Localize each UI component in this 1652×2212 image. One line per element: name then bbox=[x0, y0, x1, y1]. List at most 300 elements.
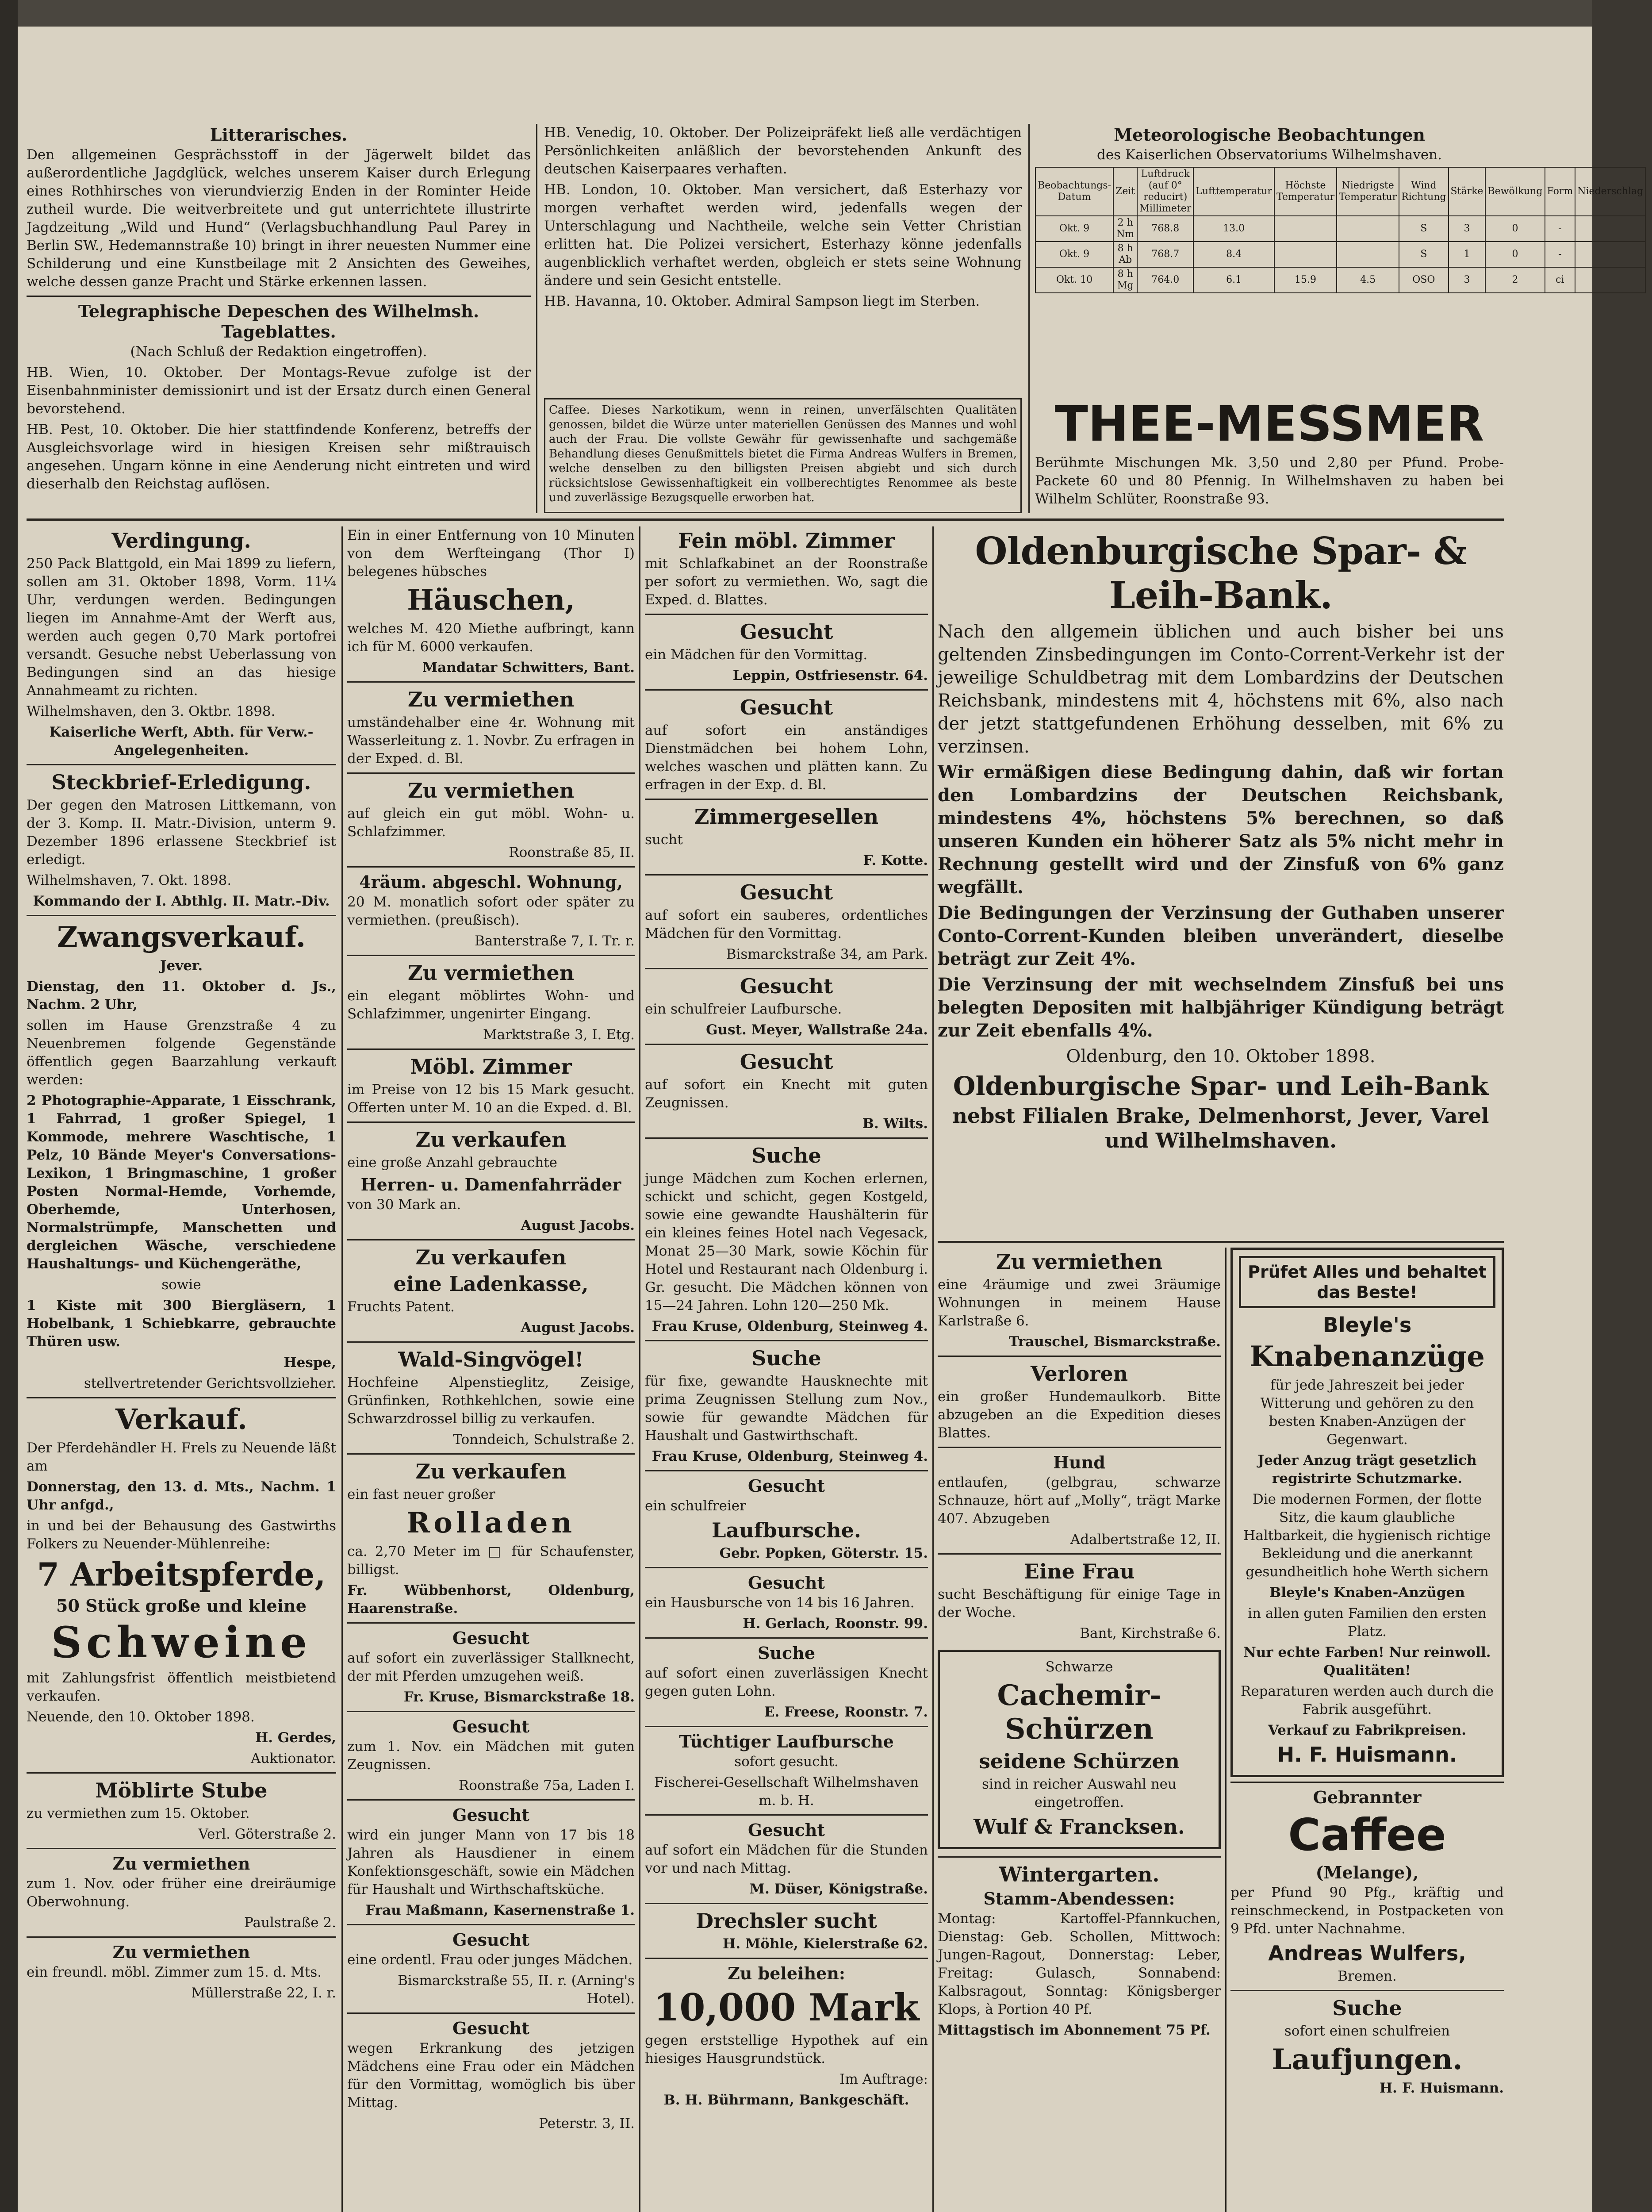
ad-text: mit Schlafkabinet an der Roonstraße per sofort zu vermiethen. Wo, sagt die Exped. d. Blattes. bbox=[645, 556, 928, 608]
caffee-ad-blend: (Melange), bbox=[1315, 1863, 1419, 1882]
ad-text: auf gleich ein gut möbl. Wohn- u. Schlafzimmer. bbox=[347, 806, 635, 840]
wintergarten-heading: Wintergarten. bbox=[999, 1863, 1160, 1886]
column-rule bbox=[536, 124, 537, 513]
ad-signature: Trauschel, Bismarckstraße. bbox=[1009, 1334, 1221, 1350]
ad-heading: Zu vermiethen bbox=[407, 961, 575, 985]
ad-text: eine ordentl. Frau oder junges Mädchen. bbox=[347, 1952, 633, 1968]
ad-address: Bismarckstraße 34, am Park. bbox=[726, 946, 928, 962]
verkauf-signature-title: Auktionator. bbox=[250, 1751, 336, 1767]
divider bbox=[938, 1553, 1221, 1555]
ad-signature: B. Wilts. bbox=[862, 1116, 928, 1132]
ad-address: Bant, Kirchstraße 6. bbox=[1080, 1625, 1221, 1641]
verdingung-text: 250 Pack Blattgold, ein Mai 1899 zu liefern, sollen am 31. Oktober 1898, Vorm. 11¼ Uhr, verdungen werden. Bedingungen liegen im Annahme-Amt der Werft aus, werden auch gegen 0,70 Mark portofrei versandt. Gesuche nebst Ueberlassung von Bedingungen sind an das hiesige Annahmeamt zu richten. bbox=[27, 556, 336, 699]
ad-signature: B. H. Bührmann, Bankgeschäft. bbox=[663, 2092, 909, 2108]
divider bbox=[1230, 1990, 1504, 1991]
verkauf-pigs-count: 50 Stück große und kleine bbox=[56, 1596, 307, 1616]
divider bbox=[645, 614, 928, 615]
ad-text: wird ein junger Mann von 17 bis 18 Jahren als Hausdiener in einem Konfektionsgeschäft, sowie ein Mädchen für Haushalt und Wirthschaftsküche. bbox=[347, 1827, 635, 1897]
ad-heading: Eine Frau bbox=[1023, 1559, 1135, 1583]
section-rule bbox=[27, 518, 1504, 521]
ad-signature: H. Möhle, Kielerstraße 62. bbox=[723, 1936, 928, 1952]
ad-text: ca. 2,70 Meter im □ für Schaufenster, billigst. bbox=[347, 1544, 635, 1578]
ad-text: im Preise von 12 bis 15 Mark gesucht. Offerten unter M. 10 an die Exped. d. Bl. bbox=[347, 1082, 635, 1116]
ad-signature: H. Gerlach, Roonstr. 99. bbox=[743, 1616, 928, 1632]
bleyle-text-3: Die modernen Formen, der flotte Sitz, die kaum glaubliche Haltbarkeit, die hygienisch richtige Bekleidung und die anerkannt gesundheitlich hohe Werth sichern bbox=[1243, 1491, 1491, 1580]
weather-column-header: Beobachtungs-Datum bbox=[1035, 167, 1113, 216]
weather-cell bbox=[1575, 242, 1645, 267]
ad-heading: Hund bbox=[1053, 1452, 1105, 1472]
ad-signature: August Jacobs. bbox=[521, 1320, 635, 1336]
ad-heading: Gesucht bbox=[748, 1573, 825, 1593]
ad-signature: Leppin, Ostfriesenstr. 64. bbox=[732, 668, 928, 684]
divider bbox=[347, 866, 635, 868]
steckbrief-signature: Kommando der I. Abthlg. II. Matr.-Div. bbox=[33, 893, 330, 909]
weather-cell: Okt. 9 bbox=[1035, 242, 1113, 267]
thee-messmer-title: THEE-MESSMER bbox=[1054, 396, 1484, 452]
column-5 bbox=[1230, 1248, 1504, 2212]
divider bbox=[347, 681, 635, 683]
moebl-stube-address: Verl. Göterstraße 2. bbox=[198, 1826, 336, 1842]
divider bbox=[645, 1958, 928, 1959]
ad-heading: Zu verkaufen bbox=[415, 1128, 567, 1152]
telegram-5: HB. Havanna, 10. Oktober. Admiral Sampson liegt im Sterben. bbox=[544, 293, 980, 309]
caffee-ad-signature: Andreas Wulfers, bbox=[1268, 1941, 1466, 1965]
weather-cell: 1 bbox=[1449, 242, 1486, 267]
verkauf-pigs: Schweine bbox=[51, 1617, 312, 1667]
divider bbox=[645, 968, 928, 969]
ad-signature: Wulf & Francksen. bbox=[974, 1815, 1185, 1839]
zu-vermiethen-address: Müllerstraße 22, I. r. bbox=[191, 1985, 336, 2001]
telegram-1: HB. Wien, 10. Oktober. Der Montags-Revue zufolge ist der Eisenbahnminister demissionirt und ist der Ersatz durch einen General bevorstehend. bbox=[27, 365, 531, 417]
ad-text: sucht Beschäftigung für einige Tage in der Woche. bbox=[938, 1586, 1221, 1621]
ad-text: auf sofort ein Mädchen für die Stunden vor und nach Mittag. bbox=[645, 1842, 928, 1876]
weather-cell: 8 h Mg bbox=[1113, 267, 1137, 293]
ad-text: eine 4räumige und zwei 3räumige Wohnungen in meinem Hause Karlstraße 6. bbox=[938, 1277, 1221, 1329]
divider bbox=[645, 689, 928, 691]
telegrams-subheading: (Nach Schluß der Redaktion eingetroffen). bbox=[130, 344, 427, 360]
ad-heading: Suche bbox=[1332, 1996, 1402, 2020]
bank-branches: nebst Filialen Brake, Delmenhorst, Jever, Varel und Wilhelmshaven. bbox=[952, 1104, 1489, 1152]
ad-heading: Fein möbl. Zimmer bbox=[678, 529, 895, 553]
divider bbox=[347, 1799, 635, 1801]
rolladen-heading: Rolladen bbox=[406, 1506, 575, 1540]
weather-row bbox=[1035, 216, 1645, 242]
ad-text: Schwarze bbox=[1045, 1659, 1113, 1675]
bleyle-text-2: Jeder Anzug trägt gesetzlich registrirte Schutzmarke. bbox=[1257, 1452, 1477, 1486]
bank-signature: Oldenburgische Spar- und Leih-Bank bbox=[953, 1071, 1489, 1101]
zwangsverkauf-signature-title: stellvertretender Gerichtsvollzieher. bbox=[84, 1375, 336, 1391]
carpenters-heading: Zimmergesellen bbox=[694, 805, 879, 829]
weather-cell: 8.4 bbox=[1193, 242, 1274, 267]
column-4 bbox=[938, 1248, 1221, 2212]
verkauf-text-2: in und bei der Behausung des Gastwirths Folkers zu Neuender-Mühlenreihe: bbox=[27, 1518, 336, 1552]
caffee-ad-city: Bremen. bbox=[1338, 1968, 1397, 1984]
weather-column-header: Zeit bbox=[1113, 167, 1137, 216]
weather-subheading: des Kaiserlichen Observatoriums Wilhelmshaven. bbox=[1096, 147, 1442, 163]
weather-cell: Okt. 10 bbox=[1035, 267, 1113, 293]
ad-signature: Frau Kruse, Oldenburg, Steinweg 4. bbox=[652, 1318, 928, 1334]
weather-cell: 3 bbox=[1449, 216, 1486, 242]
ad-text: ein schulfreier Laufbursche. bbox=[645, 1001, 842, 1017]
verdingung-date: Wilhelmshaven, den 3. Oktbr. 1898. bbox=[27, 703, 276, 719]
bleyle-heading: Knabenanzüge bbox=[1250, 1340, 1485, 1373]
weather-cell: 4.5 bbox=[1337, 267, 1399, 293]
steckbrief-heading: Steckbrief-Erledigung. bbox=[51, 770, 311, 794]
weather-column-header: Bewölkung bbox=[1485, 167, 1545, 216]
weather-cell: 0 bbox=[1485, 216, 1545, 242]
weather-cell: 15.9 bbox=[1274, 267, 1337, 293]
bleyle-motto-frame bbox=[1239, 1256, 1495, 1308]
ad-signature: August Jacobs. bbox=[521, 1217, 635, 1233]
ad-address: Roonstraße 75a, Laden I. bbox=[458, 1778, 635, 1793]
weather-heading: Meteorologische Beobachtungen bbox=[1114, 125, 1425, 145]
weather-table-header bbox=[1035, 167, 1645, 216]
bleyle-text-7: Reparaturen werden auch durch die Fabrik ausgeführt. bbox=[1241, 1683, 1494, 1717]
telegrams-continued bbox=[544, 124, 1022, 389]
ad-signature: H. F. Huismann. bbox=[1379, 2080, 1504, 2096]
divider bbox=[27, 915, 336, 916]
ad-address: Roonstraße 85, II. bbox=[509, 845, 635, 860]
weather-cell: ci bbox=[1545, 267, 1575, 293]
zwangsverkauf-text: sollen im Hause Grenzstraße 4 zu Neuenbremen folgende Gegenstände öffentlich gegen Baarzahlung verkauft werden: bbox=[27, 1018, 336, 1088]
column-rule bbox=[1225, 1248, 1227, 2212]
verkauf-horses: 7 Arbeitspferde, bbox=[37, 1555, 326, 1593]
ad-heading: Gesucht bbox=[452, 1717, 529, 1736]
bleyle-ad-frame bbox=[1230, 1248, 1504, 1777]
ad-heading: Gesucht bbox=[740, 974, 833, 998]
divider bbox=[347, 772, 635, 774]
zwangsverkauf-heading: Zwangsverkauf. bbox=[57, 921, 306, 954]
bank-heading: Oldenburgische Spar- & Leih-Bank. bbox=[975, 529, 1467, 617]
ad-text: sofort gesucht. bbox=[734, 1754, 839, 1770]
ad-heading: Zu vermiethen bbox=[407, 779, 575, 803]
ad-text: sofort einen schulfreien bbox=[1284, 2023, 1450, 2039]
haeuschen-text-2: welches M. 420 Miethe aufbringt, kann ich für M. 6000 verkaufen. bbox=[347, 621, 635, 655]
column-rule bbox=[932, 526, 934, 2212]
ad-text: Im Auftrage: bbox=[839, 2071, 928, 2087]
ad-address: Marktstraße 3, I. Etg. bbox=[483, 1027, 635, 1043]
ad-text: auf sofort einen zuverlässigen Knecht gegen guten Lohn. bbox=[645, 1665, 928, 1699]
ad-text: ein Hausbursche von 14 bis 16 Jahren. bbox=[645, 1595, 915, 1611]
section-rule bbox=[938, 1241, 1504, 1243]
ad-text: 20 M. monatlich sofort oder später zu vermiethen. (preußisch). bbox=[347, 894, 635, 928]
bank-paragraph-1: Nach den allgemein üblichen und auch bisher bei uns geltenden Zinsbedingungen im Conto-Corrent-Verkehr ist der jeweilige Schuldbetrag mit dem Lombardzins der Deutschen Reichsbank, mindestens mit 4, höchstens mit 6%, also nach der jetzt stattgefundenen Erhöhung desselben, mit 6% zu verzinsen. bbox=[938, 622, 1504, 757]
divider bbox=[645, 1470, 928, 1471]
ad-address: Peterstr. 3, II. bbox=[539, 2116, 635, 2131]
zu-vermiethen-heading: Zu vermiethen bbox=[112, 1942, 250, 1962]
divider bbox=[27, 1848, 336, 1849]
divider bbox=[27, 1936, 336, 1938]
weather-cell: 6.1 bbox=[1193, 267, 1274, 293]
verdingung-heading: Verdingung. bbox=[111, 529, 251, 553]
bleyle-signature: H. F. Huismann. bbox=[1277, 1743, 1457, 1767]
ad-signature: F. Kotte. bbox=[863, 853, 928, 868]
ad-text: zum 1. Nov. ein Mädchen mit guten Zeugnissen. bbox=[347, 1739, 635, 1773]
bleyle-text: für jede Jahreszeit bei jeder Witterung und gehören zu den besten Knaben-Anzügen der Gegenwart. bbox=[1260, 1377, 1474, 1448]
divider bbox=[347, 1711, 635, 1712]
weather-cell bbox=[1337, 242, 1399, 267]
ad-text: ein fast neuer großer bbox=[347, 1486, 495, 1502]
divider bbox=[347, 1048, 635, 1050]
divider bbox=[1230, 1782, 1504, 1783]
weather-cell: 764.0 bbox=[1137, 267, 1193, 293]
moebl-stube-text: zu vermiethen zum 15. Oktober. bbox=[27, 1805, 250, 1821]
ad-heading: Gesucht bbox=[452, 1930, 529, 1950]
weather-column-header: Form bbox=[1545, 167, 1575, 216]
telegram-2: HB. Pest, 10. Oktober. Die hier stattfindende Konferenz, betreffs der Ausgleichsvorlage wird in hiesigen Kreisen sehr mißtrauisch angesehen. Ungarn könne in eine Aenderung nicht eintreten und wird dieserhalb den Reichstag auflösen. bbox=[27, 422, 531, 492]
ad-text: gegen erststellige Hypothek auf ein hiesiges Hausgrundstück. bbox=[645, 2032, 928, 2066]
column-1 bbox=[27, 526, 336, 2212]
weather-cell: Okt. 9 bbox=[1035, 216, 1113, 242]
weather-column-header: Stärke bbox=[1449, 167, 1486, 216]
moebl-stube-heading: Möblirte Stube bbox=[95, 1778, 268, 1802]
weather-cell: 2 bbox=[1485, 267, 1545, 293]
ad-heading: Gesucht bbox=[748, 1820, 825, 1840]
column-3 bbox=[645, 526, 928, 2212]
ad-signature: Frau Maßmann, Kasernenstraße 1. bbox=[365, 1902, 635, 1918]
weather-cell: 2 h Nm bbox=[1113, 216, 1137, 242]
weather-table bbox=[1035, 167, 1646, 293]
ad-text: für fixe, gewandte Hausknechte mit prima Zeugnissen Stellung zum Nov., sowie für gewandte Mädchen für Haushalt und Gastwirthschaft. bbox=[645, 1373, 928, 1444]
silk-apron-heading: seidene Schürzen bbox=[979, 1749, 1180, 1773]
weather-cell: 768.8 bbox=[1137, 216, 1193, 242]
divider bbox=[645, 1340, 928, 1341]
divider bbox=[27, 296, 531, 297]
weather-cell bbox=[1274, 216, 1337, 242]
ad-heading: Verloren bbox=[1030, 1362, 1128, 1386]
apron-ad-frame bbox=[938, 1650, 1221, 1849]
divider bbox=[645, 1726, 928, 1727]
ad-signature: Frau Kruse, Oldenburg, Steinweg 4. bbox=[652, 1448, 928, 1464]
divider bbox=[347, 1924, 635, 1925]
divider bbox=[645, 1903, 928, 1904]
ad-heading: Gesucht bbox=[748, 1476, 825, 1496]
weather-column-header: Lufttemperatur bbox=[1193, 167, 1274, 216]
divider bbox=[347, 2012, 635, 2014]
verkauf-text-3: mit Zahlungsfrist öffentlich meistbietend verkaufen. bbox=[27, 1670, 336, 1704]
wintergarten-footer: Mittagstisch im Abonnement 75 Pf. bbox=[938, 2022, 1211, 2038]
caffee-ad-text: per Pfund 90 Pfg., kräftig und reinschmeckend, in Postpacketen von 9 Pfd. unter Nachnahme. bbox=[1230, 1885, 1504, 1937]
ad-text: ein großer Hundemaulkorb. Bitte abzugeben an die Expedition dieses Blattes. bbox=[938, 1389, 1221, 1441]
ad-heading: Gesucht bbox=[740, 1050, 833, 1074]
weather-cell: 3 bbox=[1449, 267, 1486, 293]
verkauf-date-2: Neuende, den 10. Oktober 1898. bbox=[27, 1709, 255, 1725]
divider bbox=[645, 1637, 928, 1639]
weather-cell: 8 h Ab bbox=[1113, 242, 1137, 267]
ad-text: sucht bbox=[645, 832, 683, 848]
ad-signature: E. Freese, Roonstr. 7. bbox=[764, 1704, 928, 1720]
bank-paragraph-3: Die Bedingungen der Verzinsung der Guthaben unserer Conto-Corrent-Kunden bleiben unverändert, dieselbe beträgt zur Zeit 4%. bbox=[938, 902, 1504, 969]
ad-text: auf sofort ein anständiges Dienstmädchen bei hohem Lohn, welches waschen und plätten kann. Zu erfragen in der Exp. d. Bl. bbox=[645, 722, 928, 793]
divider bbox=[645, 1567, 928, 1568]
weather-column-header: Höchste Temperatur bbox=[1274, 167, 1337, 216]
column-rule bbox=[1028, 124, 1030, 513]
column-rule bbox=[639, 526, 640, 2212]
ad-heading: Gesucht bbox=[452, 2018, 529, 2038]
zu-vermiethen-address: Paulstraße 2. bbox=[244, 1915, 336, 1931]
zwangsverkauf-place: Jever. bbox=[160, 958, 203, 974]
ad-text: umständehalber eine 4r. Wohnung mit Wasserleitung z. 1. Novbr. Zu erfragen in der Exped. d. Bl. bbox=[347, 714, 635, 767]
ad-signature: Gebr. Popken, Göterstr. 15. bbox=[719, 1545, 928, 1561]
page-gutter bbox=[0, 0, 18, 2212]
ad-text: junge Mädchen zum Kochen erlernen, schickt und schicht, gegen Kostgeld, sowie eine gewandte Haushälterin für ein kleines feines Hotel nach Vegesack, Monat 25—30 Mark, sowie Köchin für Hotel und Restaurant nach Oldenburg i. Gr. gesucht. Die Mädchen können von 15—24 Jahren. Lohn 120—250 Mk. bbox=[645, 1171, 928, 1313]
divider bbox=[938, 1356, 1221, 1357]
ad-signature: Fr. Kruse, Bismarckstraße 18. bbox=[403, 1689, 635, 1705]
zu-vermiethen-text: ein freundl. möbl. Zimmer zum 15. d. Mts. bbox=[27, 1964, 322, 1980]
ad-heading: Gesucht bbox=[452, 1628, 529, 1648]
bleyle-motto: Prüfet Alles und behaltet das Beste! bbox=[1248, 1262, 1487, 1302]
column-rule bbox=[341, 526, 343, 2212]
ad-text: auf sofort ein Knecht mit guten Zeugnissen. bbox=[645, 1077, 928, 1111]
ad-address: Adalbertstraße 12, II. bbox=[1070, 1532, 1221, 1548]
weather-cell: 13.0 bbox=[1193, 216, 1274, 242]
ad-address: Banterstraße 7, I. Tr. r. bbox=[475, 933, 635, 949]
caffee-notice bbox=[544, 398, 1022, 513]
weather-cell bbox=[1575, 216, 1645, 242]
divider bbox=[347, 1121, 635, 1123]
ad-heading: Suche bbox=[751, 1346, 821, 1370]
weather-column-header: Luftdruck (auf 0° reducirt) Millimeter bbox=[1137, 167, 1193, 216]
page-edge bbox=[1592, 0, 1652, 2212]
thee-messmer-ad bbox=[1035, 394, 1504, 513]
ad-heading: Möbl. Zimmer bbox=[410, 1055, 572, 1079]
haeuschen-signature: Mandatar Schwitters, Bant. bbox=[422, 660, 635, 676]
literature-section bbox=[27, 124, 531, 513]
ad-heading: Zu vermiethen bbox=[996, 1250, 1163, 1274]
divider bbox=[347, 1239, 635, 1240]
steckbrief-text: Der gegen den Matrosen Littkemann, von der 3. Komp. II. Matr.-Division, unterm 9. Dezember 1896 erlassene Steckbrief ist erledigt. bbox=[27, 797, 336, 868]
ad-text: wegen Erkrankung des jetzigen Mädchens eine Frau oder ein Mädchen für den Vormittag, womöglich bis über Mittag. bbox=[347, 2040, 635, 2111]
weather-cell: 768.7 bbox=[1137, 242, 1193, 267]
divider bbox=[347, 1341, 635, 1343]
caffee-ad-heading: Caffee bbox=[1288, 1809, 1446, 1861]
weather-cell: S bbox=[1399, 242, 1448, 267]
ad-heading: 4räum. abgeschl. Wohnung, bbox=[359, 872, 623, 892]
column-2 bbox=[347, 526, 635, 2212]
ad-address: Tonndeich, Schulstraße 2. bbox=[453, 1432, 635, 1448]
verkauf-signature: H. Gerdes, bbox=[255, 1730, 336, 1746]
newspaper-page bbox=[18, 27, 1644, 2212]
errand-boy-heading: Laufbursche. bbox=[712, 1518, 861, 1542]
ad-heading: Suche bbox=[751, 1144, 821, 1167]
divider bbox=[645, 1814, 928, 1816]
telegram-3: HB. Venedig, 10. Oktober. Der Polizeipräfekt ließ alle verdächtigen Persönlichkeiten anläßlich der bevorstehenden Ankunft des deutschen Kaiserpaares verhaften. bbox=[544, 125, 1022, 177]
verdingung-signature: Kaiserliche Werft, Abth. für Verw.-Angelegenheiten. bbox=[49, 724, 314, 758]
ad-heading: Drechsler sucht bbox=[696, 1909, 877, 1933]
ad-text: Fruchts Patent. bbox=[347, 1299, 455, 1315]
divider bbox=[645, 1044, 928, 1045]
ad-heading: Zu verkaufen bbox=[415, 1459, 567, 1483]
zwangsverkauf-items: 2 Photographie-Apparate, 1 Eisschrank, 1 Fahrrad, 1 großer Spiegel, 1 Kommode, mehrere Waschtische, 1 Pelz, 10 Bände Meyer's Conversations-Lexikon, 1 Bringmaschine, 1 großer Posten Normal-Hemde, Vorhemde, Oberhemde, Unterhosen, Normalstrümpfe, Manschetten und dergleichen Wäsche, verschiedene Haushaltungs- und Küchengeräthe, bbox=[27, 1093, 336, 1272]
haeuschen-heading: Häuschen, bbox=[407, 584, 575, 617]
thee-messmer-text: Berühmte Mischungen Mk. 3,50 und 2,80 per Pfund. Probe-Packete 60 und 80 Pfennig. In Wilhelmshaven zu haben bei Wilhelm Schlüter, Roonstraße 93. bbox=[1035, 455, 1504, 507]
ad-text: auf sofort ein zuverlässiger Stallknecht, der mit Pferden umzugehen weiß. bbox=[347, 1650, 635, 1684]
weather-observations bbox=[1035, 124, 1644, 389]
divider bbox=[27, 1772, 336, 1774]
literature-heading: Litterarisches. bbox=[210, 125, 348, 145]
ad-text: sind in reicher Auswahl neu eingetroffen. bbox=[982, 1776, 1177, 1810]
weather-cell bbox=[1337, 216, 1399, 242]
ad-text: Hochfeine Alpenstieglitz, Zeisige, Grünfinken, Rothkehlchen, sowie eine Schwarzdrossel billig zu verkaufen. bbox=[347, 1375, 635, 1427]
weather-cell bbox=[1575, 267, 1645, 293]
zwangsverkauf-sowie: sowie bbox=[161, 1277, 201, 1293]
ad-heading: Suche bbox=[757, 1643, 815, 1663]
ad-text: eine große Anzahl gebrauchte bbox=[347, 1155, 557, 1171]
divider bbox=[645, 1137, 928, 1139]
weather-cell bbox=[1274, 242, 1337, 267]
loan-amount: 10,000 Mark bbox=[653, 1985, 920, 2029]
caffee-text: Caffee. Dieses Narkotikum, wenn in reinen, unverfälschten Qualitäten genossen, bildet die Würze unter materiellen Genüssen des Mannes und wohl auch der Frau. Die vollste Gewähr für gewissenhafte und sachgemäße Behandlung dieses Genußmittels bietet die Firma Andreas Wulfers in Bremen, welche denselben zu den billigsten Preisen abgiebt und sich durch rücksichtslose Gewissenhaftigkeit ein vollberechtigtes Renommee als beste und zuverlässige Bezugsquelle erworben hat. bbox=[549, 403, 1017, 504]
verkauf-date: Donnerstag, den 13. d. Mts., Nachm. 1 Uhr anfgd., bbox=[27, 1479, 336, 1513]
zu-vermiethen-text: zum 1. Nov. oder früher eine dreiräumige Oberwohnung. bbox=[27, 1876, 336, 1910]
divider bbox=[347, 955, 635, 956]
bleyle-text-5: in allen guten Familien den ersten Platz. bbox=[1248, 1605, 1487, 1640]
ad-signature: Fr. Wübbenhorst, Oldenburg, Haarenstraße. bbox=[347, 1582, 635, 1617]
bleyle-brand: Bleyle's bbox=[1322, 1313, 1412, 1337]
ad-signature: Fischerei-Gesellschaft Wilhelmshaven m. b. H. bbox=[654, 1774, 919, 1809]
ad-heading: Gesucht bbox=[740, 620, 833, 644]
weather-column-header: Niederschlag bbox=[1575, 167, 1645, 216]
weather-cell: 0 bbox=[1485, 242, 1545, 267]
divider bbox=[347, 1622, 635, 1624]
divider bbox=[27, 764, 336, 765]
telegrams-heading: Telegraphische Depeschen des Wilhelmsh. Tageblattes. bbox=[78, 301, 479, 342]
weather-table-body bbox=[1035, 216, 1645, 293]
ad-heading: Zu verkaufen bbox=[415, 1245, 567, 1269]
divider bbox=[645, 799, 928, 800]
weather-cell: S bbox=[1399, 216, 1448, 242]
ad-heading: Zu beleihen: bbox=[728, 1963, 845, 1983]
ad-heading: Gesucht bbox=[452, 1805, 529, 1825]
bank-paragraph-2: Wir ermäßigen diese Bedingung dahin, daß wir fortan den Lombardzins der Deutschen Reichsbank, mindestens 4%, höchstens 5% berechnen, so daß unseren Kunden ein höherer Satz als 5% nicht mehr in Rechnung gestellt wird und der Zinsfuß von 6% ganz wegfällt. bbox=[938, 762, 1504, 898]
divider bbox=[938, 1856, 1221, 1858]
bank-notice bbox=[938, 526, 1504, 1234]
weather-cell: - bbox=[1545, 216, 1575, 242]
cash-register-heading: eine Ladenkasse, bbox=[393, 1272, 589, 1296]
weather-column-header: Wind Richtung bbox=[1399, 167, 1448, 216]
ad-text: von 30 Mark an. bbox=[347, 1197, 461, 1213]
bleyle-text-8: Verkauf zu Fabrikpreisen. bbox=[1268, 1722, 1467, 1738]
bank-date: Oldenburg, den 10. Oktober 1898. bbox=[1066, 1046, 1376, 1067]
weather-row bbox=[1035, 267, 1645, 293]
telegram-4: HB. London, 10. Oktober. Man versichert, daß Esterhazy vor morgen verhaftet werden wird, jedenfalls wegen der Unterschlagung und Nachtheile, welche sein Vetter Christian erlitten hat. Die Polizei versichert, Esterhazy könne jedenfalls augenblicklich verhaftet werden, obgleich er stets seine Wohnung ändere und sein Gesicht entstelle. bbox=[544, 182, 1022, 288]
ad-text: auf sofort ein sauberes, ordentliches Mädchen für den Vormittag. bbox=[645, 907, 928, 941]
weather-column-header: Niedrigste Temperatur bbox=[1337, 167, 1399, 216]
weather-row bbox=[1035, 242, 1645, 267]
divider bbox=[938, 1447, 1221, 1448]
ad-heading: Gesucht bbox=[740, 880, 833, 904]
bank-paragraph-4: Die Verzinsung der mit wechselndem Zinsfuß bei uns belegten Depositen mit halbjähriger Kündigung beträgt zur Zeit ebenfalls 4%. bbox=[938, 974, 1504, 1041]
haeuschen-text: Ein in einer Entfernung von 10 Minuten von dem Werfteingang (Thor I) belegenes hübsches bbox=[347, 527, 635, 580]
literature-text: Den allgemeinen Gesprächsstoff in der Jägerwelt bildet das außerordentliche Jagdglück, welches unserem Kaiser durch Erlegung eines Rothhirsches von vierundvierzig Enden in der Rominter Heide zutheil wurde. Die weitverbreitete und gut unterrichtete illustrirte Jagdzeitung „Wild und Hund“ (Verlagsbuchhandlung Paul Parey in Berlin SW., Hedemannstraße 10) bringt in ihrer neuesten Nummer eine Schilderung und eine Kunstbeilage mit 2 Ansichten des Geweihes, welche dessen ganze Pracht und Stärke erkennen lassen. bbox=[27, 147, 531, 290]
weather-cell: OSO bbox=[1399, 267, 1448, 293]
apron-heading: Cachemir-Schürzen bbox=[997, 1679, 1161, 1746]
bicycles-heading: Herren- u. Damenfahrräder bbox=[360, 1175, 621, 1194]
divider bbox=[347, 1453, 635, 1455]
zwangsverkauf-date: Dienstag, den 11. Oktober d. Js., Nachm. 2 Uhr, bbox=[27, 979, 336, 1013]
bleyle-text-6: Nur echte Farben! Nur reinwoll. Qualitäten! bbox=[1243, 1644, 1491, 1678]
ad-text: entlaufen, (gelbgrau, schwarze Schnauze, hört auf „Molly“, trägt Marke 407. Abzugeben bbox=[938, 1475, 1221, 1527]
ad-heading: Tüchtiger Laufbursche bbox=[679, 1732, 894, 1751]
songbirds-heading: Wald-Singvögel! bbox=[398, 1348, 584, 1371]
verkauf-text: Der Pferdehändler H. Frels zu Neuende läßt am bbox=[27, 1440, 336, 1474]
ad-text: ein elegant möblirtes Wohn- und Schlafzimmer, ungenirter Eingang. bbox=[347, 988, 635, 1022]
ad-text: ein schulfreier bbox=[645, 1498, 746, 1514]
weather-cell: - bbox=[1545, 242, 1575, 267]
errand-boys-heading: Laufjungen. bbox=[1272, 2043, 1463, 2076]
ad-signature: M. Düser, Königstraße. bbox=[749, 1881, 928, 1897]
divider bbox=[645, 874, 928, 876]
